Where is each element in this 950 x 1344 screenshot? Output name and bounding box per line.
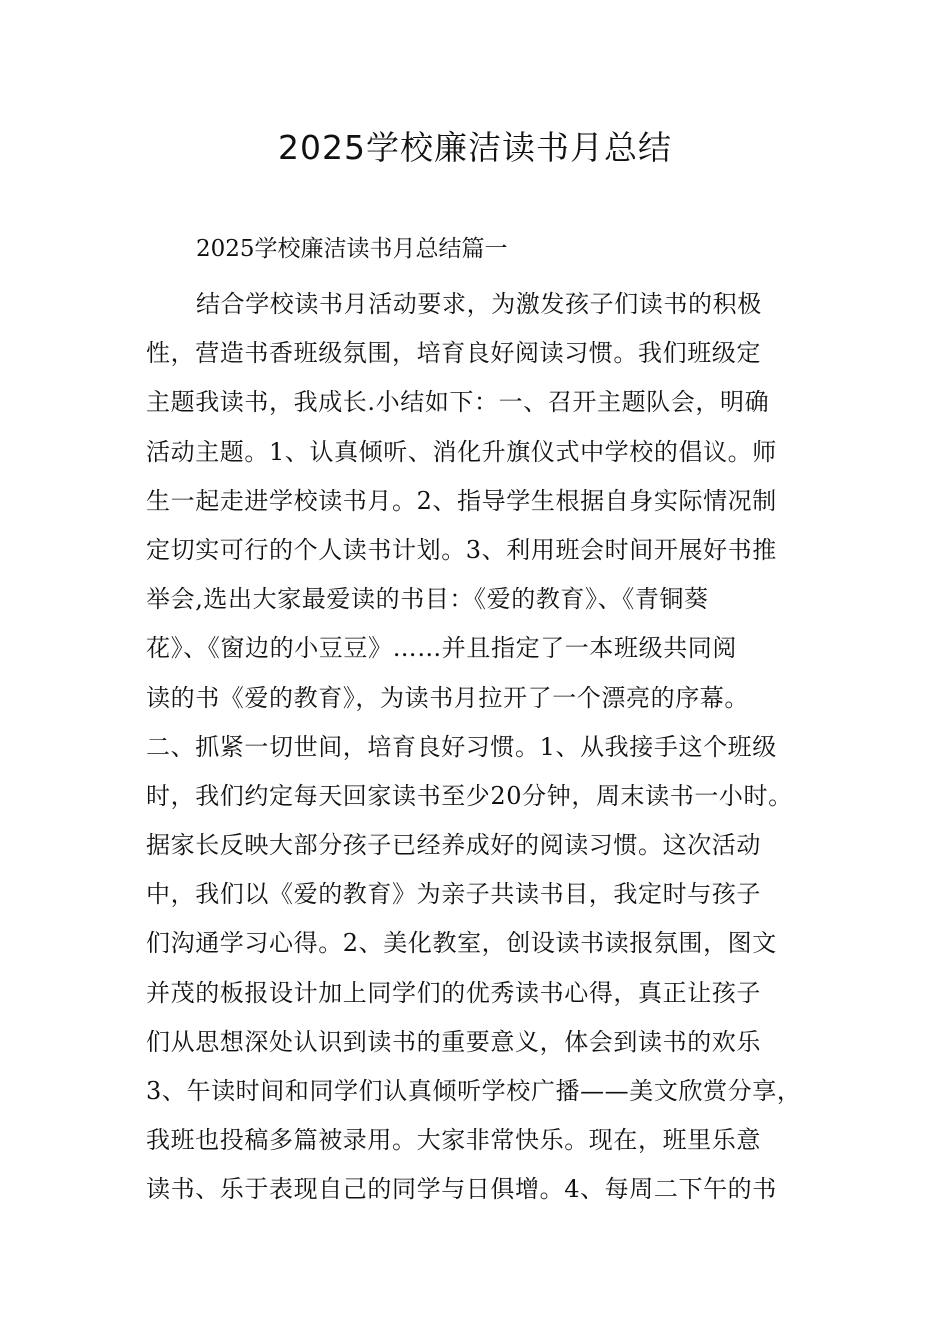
section-heading: 2025学校廉洁读书月总结篇一 (196, 236, 508, 262)
text-line: 结合学校读书月活动要求，为激发孩子们读书的积极 (196, 290, 762, 318)
text-line: 们从思想深处认识到读书的重要意义，体会到读书的欢乐 (146, 1027, 761, 1056)
text-line: 举会,选出大家最爱读的书目：《爱的教育》、《青铜葵 (146, 585, 709, 614)
text-line: 们沟通学习心得。2、美化教室，创设读书读报氛围，图文 (146, 929, 777, 958)
text-line: 活动主题。1、认真倾听、消化升旗仪式中学校的倡议。师 (146, 437, 777, 466)
text-line: 花》、《窗边的小豆豆》……并且指定了一本班级共同阅 (146, 634, 737, 663)
text-line: 3、午读时间和同学们认真倾听学校广播——美文欣赏分享， (146, 1077, 802, 1105)
text-line: 生一起走进学校读书月。2、指导学生根据自身实际情况制 (146, 486, 777, 515)
document-title: 2025学校廉洁读书月总结 (278, 128, 672, 167)
text-line: 并茂的板报设计加上同学们的优秀读书心得，真正让孩子 (146, 978, 761, 1007)
body-paragraph (146, 280, 826, 1215)
text-line: 我班也投稿多篇被录用。大家非常快乐。现在，班里乐意 (146, 1126, 761, 1155)
text-line: 中，我们以《爱的教育》为亲子共读书目，我定时与孩子 (146, 880, 761, 909)
text-line: 时，我们约定每天回家读书至少20分钟，周末读书一小时。 (146, 781, 793, 810)
text-line: 二、抓紧一切世间，培育良好习惯。1、从我接手这个班级 (146, 732, 777, 761)
text-line: 主题我读书，我成长.小结如下：一、召开主题队会，明确 (146, 388, 770, 417)
text-line: 读的书《爱的教育》，为读书月拉开了一个漂亮的序幕。 (146, 683, 749, 712)
text-line: 据家长反映大部分孩子已经养成好的阅读习惯。这次活动 (146, 831, 761, 860)
text-line: 性，营造书香班级氛围，培育良好阅读习惯。我们班级定 (146, 339, 761, 368)
text-line: 定切实可行的个人读书计划。3、利用班会时间开展好书推 (146, 535, 777, 564)
text-line: 读书、乐于表现自己的同学与日俱增。4、每周二下午的书 (146, 1175, 777, 1204)
